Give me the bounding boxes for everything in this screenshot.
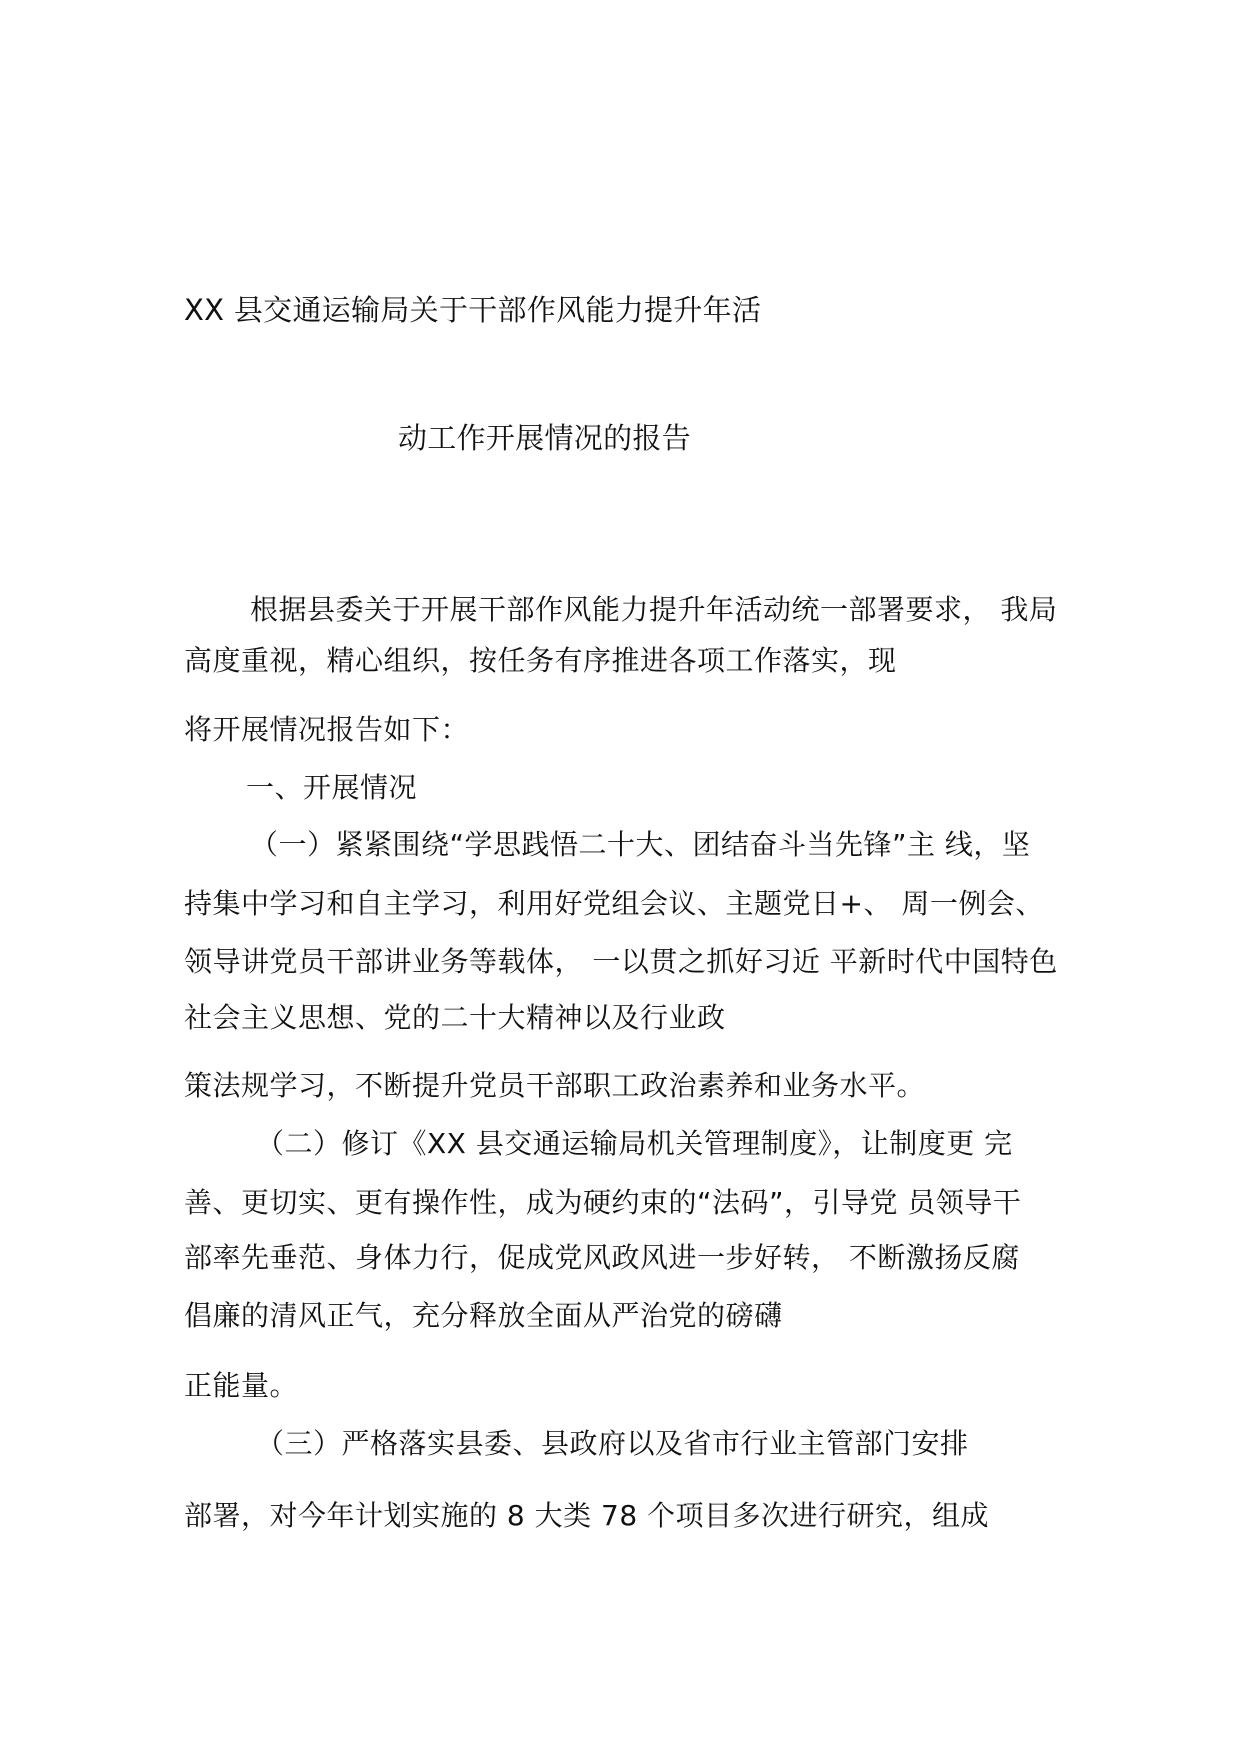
body-line: 部率先垂范、身体力行，促成党风政风进一步好转， 不断激扬反腐 (184, 1241, 1020, 1274)
title-line-1: XX 县交通运输局关于干部作风能力提升年活 (184, 293, 762, 327)
body-line: （三）严格落实县委、县政府以及省市行业主管部门安排 (256, 1427, 969, 1460)
body-line: 部署，对今年计划实施的 8 大类 78 个项目多次进行研究，组成 (184, 1499, 990, 1532)
body-line: 根据县委关于开展干部作风能力提升年活动统一部署要求， 我局 (250, 593, 1058, 626)
body-line: 高度重视，精心组织，按任务有序推进各项工作落实，现 (184, 644, 897, 677)
title-line-2: 动工作开展情况的报告 (398, 421, 692, 455)
body-line: 持集中学习和自主学习，利用好党组会议、主题党日+、 周一例会、 (184, 887, 1044, 920)
body-line: 策法规学习，不断提升党员干部职工政治素养和业务水平。 (184, 1069, 926, 1102)
body-line: 将开展情况报告如下： (184, 713, 470, 746)
body-line: （一）紧紧围绕“学思践悟二十大、团结奋斗当先锋”主 线，坚 (250, 828, 1031, 861)
body-line: 领导讲党员干部讲业务等载体， 一以贯之抓好习近 平新时代中国特色 (184, 945, 1058, 978)
body-line: （二）修订《XX 县交通运输局机关管理制度》，让制度更 完 (256, 1127, 1013, 1160)
body-line: 善、更切实、更有操作性，成为硬约束的“法码”，引导党 员领导干 (184, 1186, 1022, 1219)
section-heading: 一、开展情况 (246, 771, 418, 804)
body-line: 正能量。 (184, 1369, 299, 1402)
body-line: 社会主义思想、党的二十大精神以及行业政 (184, 1001, 726, 1034)
body-line: 倡廉的清风正气，充分释放全面从严治党的磅礴 (184, 1299, 783, 1332)
